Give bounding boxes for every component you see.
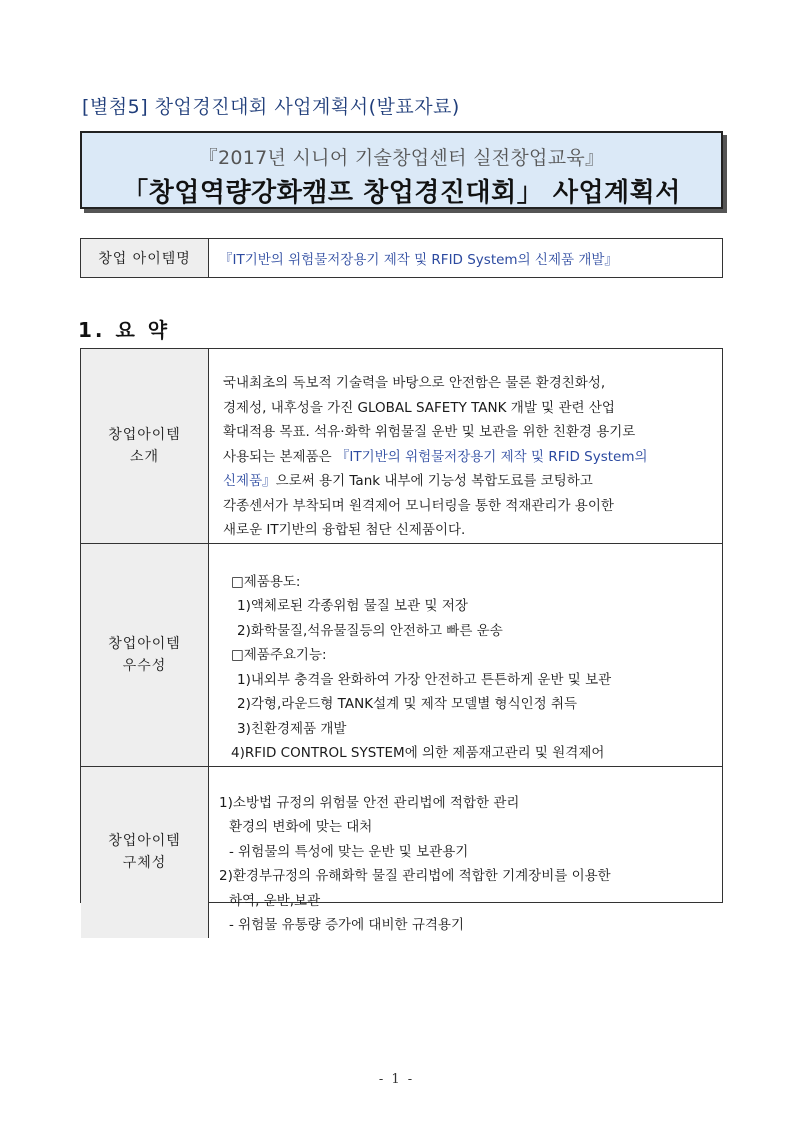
summary-row-excellence: [81, 544, 722, 767]
row-label-intro: [81, 349, 209, 543]
page-number: - 1 -: [378, 1072, 415, 1087]
section-title: 1. 요 약: [78, 318, 171, 342]
row-label-line: 구체성: [122, 855, 167, 871]
content-line: □제품용도:: [231, 573, 301, 590]
content-line: 하역, 운반,보관: [229, 892, 321, 909]
content-line: 경제성, 내후성을 가진 GLOBAL SAFETY TANK 개발 및 관련 산업: [223, 399, 615, 416]
content-line: 4)RFID CONTROL SYSTEM에 의한 제품재고관리 및 원격제어: [231, 745, 605, 761]
row-label-line: 창업아이템: [108, 635, 181, 652]
content-line: 1)액체로된 각종위험 물질 보관 및 저장: [237, 598, 468, 614]
attachment-title: [별첨5] 창업경진대회 사업계획서(발표자료): [82, 96, 460, 118]
content-line: 1)내외부 충격을 완화하여 가장 안전하고 튼튼하게 운반 및 보관: [237, 671, 612, 688]
content-line: 3)친환경제품 개발: [237, 720, 347, 737]
row-label-line: 소개: [129, 448, 160, 465]
title-subtitle: 『2017년 시니어 기술창업센터 실전창업교육』: [198, 147, 605, 169]
row-content-intro: [209, 349, 722, 543]
content-text: 사용되는 본제품은: [223, 448, 336, 465]
content-line: - 위험물 유통량 증가에 대비한 규격용기: [229, 917, 464, 933]
summary-table: [80, 348, 723, 933]
item-name-value: 『IT기반의 위험물저장용기 제작 및 RFID System의 신제품 개발』: [219, 252, 618, 268]
content-line: 1)소방법 규정의 위험물 안전 관리법에 적합한 관리: [219, 794, 520, 811]
title-main: 「창업역량강화캠프 창업경진대회」 사업계획서: [122, 178, 681, 208]
content-line: 2)각형,라운드형 TANK설계 및 제작 모델별 형식인정 취득: [237, 696, 578, 712]
content-line: - 위험물의 특성에 맞는 운반 및 보관용기: [229, 843, 469, 860]
row-content-specifics: [209, 767, 722, 938]
content-line: 확대적용 목표. 석유·화학 위험물질 운반 및 보관을 위한 친환경 용기로: [223, 424, 636, 440]
highlighted-product-name: 『IT기반의 위험물저장용기 제작 및 RFID System의: [335, 448, 648, 465]
highlighted-product-name: 신제품』: [223, 473, 276, 489]
content-line: 새로운 IT기반의 융합된 첨단 신제품이다.: [223, 522, 466, 538]
row-label-excellence: [81, 544, 209, 766]
content-line: 2)화학물질,석유물질등의 안전하고 빠른 운송: [237, 622, 503, 639]
content-line: [223, 469, 712, 494]
title-box: [80, 131, 723, 209]
row-label-line: 창업아이템: [108, 426, 181, 443]
content-line: 각종센서가 부착되며 원격제어 모니터링을 통한 적재관리가 용이한: [223, 497, 614, 514]
content-line: □제품주요기능:: [231, 647, 327, 663]
summary-row-intro: [81, 349, 722, 544]
content-line: [223, 445, 712, 470]
row-label-line: 창업아이템: [108, 833, 181, 849]
item-name-row: [80, 238, 723, 278]
content-line: 국내최초의 독보적 기술력을 바탕으로 안전함은 물론 환경친화성,: [223, 375, 606, 391]
content-line: 2)환경부규정의 유해화학 물질 관리법에 적합한 기계장비를 이용한: [219, 868, 611, 884]
row-content-excellence: [209, 544, 722, 766]
row-label-line: 우수성: [122, 657, 167, 674]
row-label-specifics: [81, 767, 209, 938]
content-line: 환경의 변화에 맞는 대처: [229, 819, 373, 835]
content-text: 으로써 용기 Tank 내부에 기능성 복합도료를 코팅하고: [275, 473, 593, 489]
summary-row-specifics: [81, 767, 722, 938]
item-name-label: 창업 아이템명: [81, 239, 209, 277]
